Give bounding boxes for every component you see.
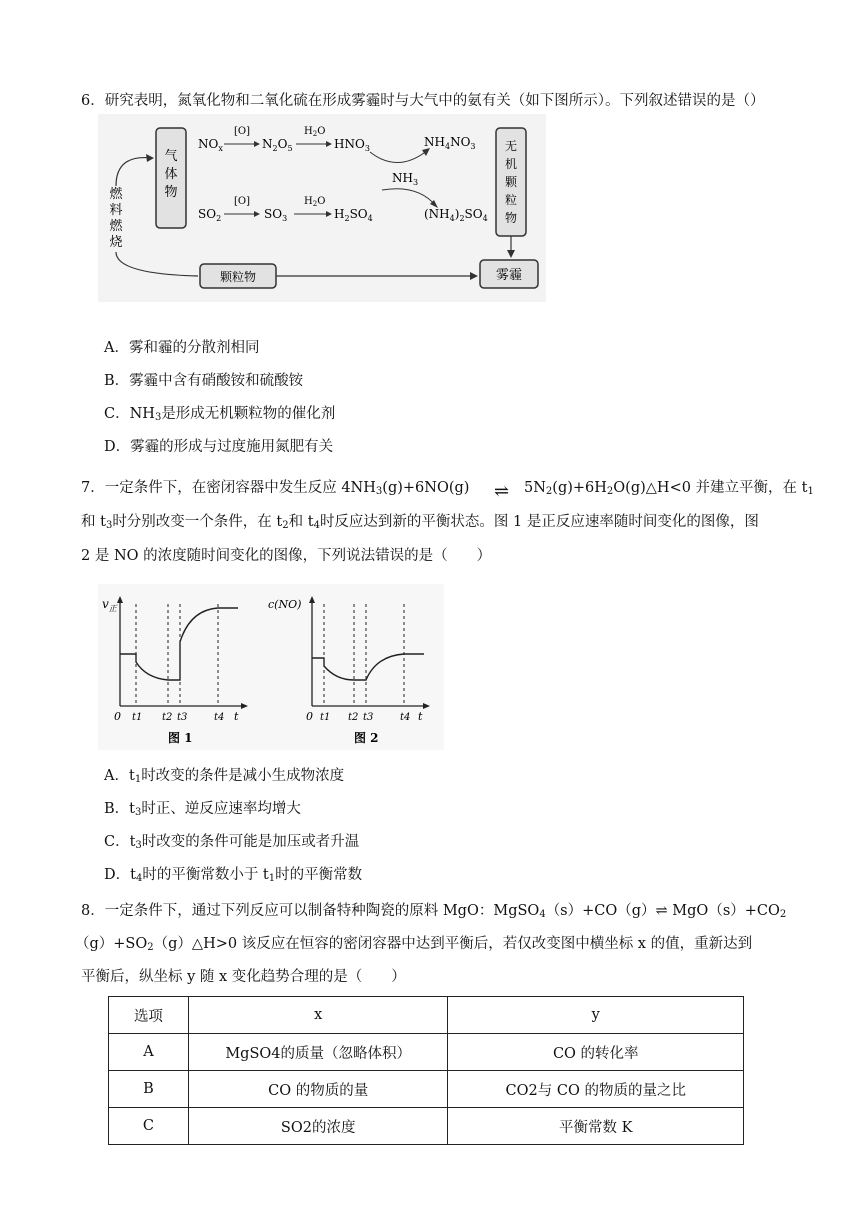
svg-text:雾霾: 雾霾 [495, 268, 523, 283]
svg-text:SO3: $SO_3$ [264, 207, 288, 223]
table-header-cell: x [188, 997, 448, 1034]
cell-text: SO2的浓度 [280, 1119, 356, 1136]
fig1-tick-t2: t2 [162, 712, 173, 723]
svg-text:物: 物 [164, 185, 178, 200]
table-cell: CO 的转化率 [448, 1034, 744, 1071]
q7-option-d: D．$t_4$时的平衡常数小于 $t_1$时的平衡常数 [104, 867, 363, 884]
table-cell: A [109, 1034, 189, 1071]
svg-text:燃: 燃 [109, 219, 123, 234]
q6-option-b: B．雾霾中含有硝酸铵和硫酸铵 [104, 373, 304, 389]
q6-stem: 6．研究表明，氮氧化物和二氧化硫在形成雾霾时与大气中的氨有关（如下图所示）。下列叙述错误的是（） [81, 93, 765, 109]
q8-stem-line-3: 平衡后，纵坐标 y 随 x 变化趋势合理的是（ ） [81, 969, 406, 985]
q7-rate-graphs [98, 584, 444, 750]
svg-text:无: 无 [504, 139, 518, 153]
table-cell: CO 的物质的量 [188, 1071, 448, 1108]
svg-text:粒: 粒 [504, 193, 518, 207]
svg-text:H2O: $H_2O$ [304, 196, 326, 208]
table-row [109, 1071, 744, 1108]
fig2-tick-t: t [418, 710, 423, 723]
table-header-cell: y [448, 997, 744, 1034]
q7-option-a: A．$t_1$时改变的条件是减小生成物浓度 [104, 768, 345, 785]
table-header-cell: 选项 [109, 997, 189, 1034]
table-row [109, 1034, 744, 1071]
fig1-caption: 图 1 [168, 731, 193, 745]
table-row [109, 1108, 744, 1145]
fig2-tick-t1: t1 [320, 712, 331, 723]
svg-text:烧: 烧 [109, 235, 123, 250]
svg-text:颗粒物: 颗粒物 [219, 270, 257, 284]
fig2-tick-t4: t4 [400, 712, 411, 723]
q8-stem-line-1: 8．一定条件下，通过下列反应可以制备特种陶瓷的原料 MgO：MgSO$_4$（s）+CO（g）⇌ $MgO(s)+CO_2$ [81, 903, 787, 920]
svg-text:燃: 燃 [109, 187, 123, 202]
table-cell [188, 1108, 448, 1145]
equilibrium-arrow-icon: ⇌ [494, 481, 510, 502]
table-cell: 平衡常数 K [448, 1108, 744, 1145]
svg-text:H2O: $H_2O$ [304, 126, 326, 138]
fig1-tick-t4: t4 [214, 712, 225, 723]
fig1-tick-t3: t3 [177, 712, 188, 723]
q6-haze-diagram [98, 114, 546, 302]
svg-text:NH3: $NH_3$ [392, 171, 419, 187]
fig1-tick-0: 0 [114, 710, 121, 723]
svg-text:物: 物 [504, 211, 518, 225]
svg-text:[O]: [O] [234, 196, 251, 207]
fig1-ylabel: $v_正$ [102, 597, 117, 613]
cell-text: CO2与 CO 的物质的量之比 [505, 1082, 686, 1099]
svg-text:HNO3: $HNO_3$ [334, 137, 370, 153]
table-cell: C [109, 1108, 189, 1145]
svg-text:料: 料 [109, 203, 123, 218]
svg-text:颗: 颗 [504, 175, 518, 189]
fig2-tick-0: 0 [306, 710, 313, 723]
q6-option-a: A．雾和霾的分散剂相同 [104, 340, 260, 356]
q7-stem-line-1b: $5N_2(g)+6H_2O(g)\triangle H<0$ 并建立平衡，在 $t_1$ [524, 480, 814, 497]
svg-text:气: 气 [164, 149, 178, 164]
fig2-tick-t3: t3 [363, 712, 374, 723]
q7-option-b: B．$t_3$时正、逆反应速率均增大 [104, 801, 301, 818]
svg-text:SO2: $SO_2$ [198, 207, 222, 223]
fig2-tick-t2: t2 [348, 712, 359, 723]
svg-text:NH4NO3: $NH_4NO_3$ [424, 135, 476, 151]
q6-option-d: D．雾霾的形成与过度施用氮肥有关 [104, 439, 334, 455]
fig2-caption: 图 2 [354, 731, 379, 745]
q8-options-table [108, 996, 744, 1145]
q7-stem-line-2: 和 $t_3$时分别改变一个条件，在 $t_2$和 $t_4$时反应达到新的平衡状态。图 1 是正反应速率随时间变化的图像，图 [81, 514, 759, 531]
fig1-tick-t1: t1 [132, 712, 143, 723]
q6-option-c: C．$NH_3$是形成无机颗粒物的催化剂 [104, 406, 336, 423]
q7-stem-line-1: 7．一定条件下，在密闭容器中发生反应 $4NH_3(g)+6NO(g)$ [81, 480, 470, 497]
q7-stem-line-3: 2 是 NO 的浓度随时间变化的图像，下列说法错误的是（ ） [81, 548, 492, 564]
svg-text:机: 机 [504, 157, 518, 171]
table-header-row [109, 997, 744, 1034]
table-cell [188, 1034, 448, 1071]
svg-text:NOx: $NO_x$ [198, 137, 223, 153]
fig1-tick-t: t [234, 710, 239, 723]
svg-text:H2SO4: $H_2SO_4$ [334, 207, 373, 223]
fig2-ylabel: c(NO) [268, 598, 302, 611]
svg-text:N2O5: $N_2O_5$ [262, 137, 293, 153]
table-cell: B [109, 1071, 189, 1108]
svg-text:(NH4)2SO4: $(NH_4)_2SO_4$ [424, 207, 488, 223]
q8-stem-line-2: $(g)+SO_2(g)\triangle H>0$ 该反应在恒容的密闭容器中达到平衡后，若仅改变图中横坐标 x 的值，重新达到 [75, 936, 753, 953]
q7-option-c: C．$t_3$时改变的条件可能是加压或者升温 [104, 834, 360, 851]
cell-text: MgSO4的质量（忽略体积） [225, 1045, 412, 1062]
svg-text:[O]: [O] [234, 126, 251, 137]
svg-text:体: 体 [164, 167, 178, 182]
table-cell [448, 1071, 744, 1108]
